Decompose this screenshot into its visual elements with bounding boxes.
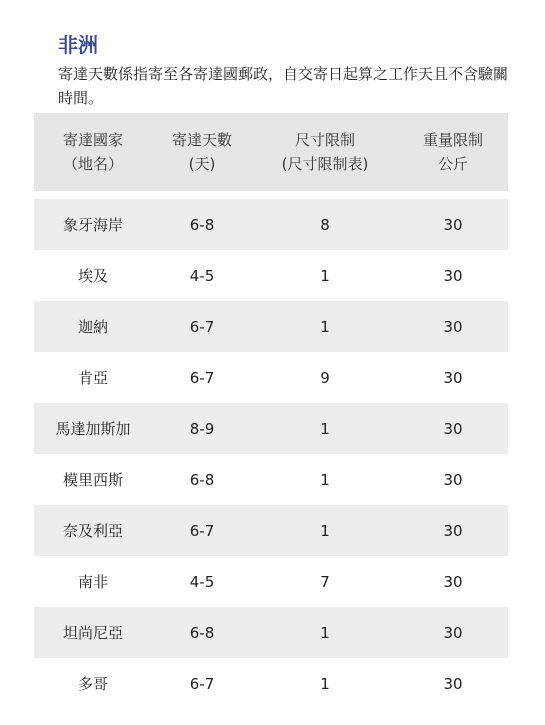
table-row — [34, 658, 508, 709]
header-weight — [398, 128, 508, 176]
header-size-line1: 尺寸限制 — [294, 131, 355, 149]
table-header — [34, 113, 508, 191]
cell-days: 6-7 — [189, 674, 215, 693]
cell-size: 1 — [320, 623, 330, 642]
table-row — [34, 505, 508, 556]
header-weight-line2: 公斤 — [437, 155, 468, 173]
cell-weight: 30 — [443, 266, 463, 285]
cell-country: 埃及 — [77, 267, 108, 285]
table-row — [34, 250, 508, 301]
cell-country: 奈及利亞 — [62, 522, 123, 540]
cell-weight: 30 — [443, 470, 463, 489]
cell-weight: 30 — [443, 572, 463, 591]
cell-weight: 30 — [443, 623, 463, 642]
cell-weight: 30 — [443, 215, 463, 234]
cell-country: 肯亞 — [77, 369, 108, 387]
cell-weight: 30 — [443, 419, 463, 438]
cell-days: 6-8 — [189, 623, 215, 642]
cell-size: 1 — [320, 521, 330, 540]
table-row — [34, 454, 508, 505]
cell-country: 模里西斯 — [62, 471, 123, 489]
cell-size: 1 — [320, 317, 330, 336]
cell-country: 迦納 — [77, 318, 108, 336]
cell-size: 7 — [320, 572, 330, 591]
cell-weight: 30 — [443, 674, 463, 693]
cell-country: 坦尚尼亞 — [62, 624, 123, 642]
cell-days: 8-9 — [189, 419, 215, 438]
cell-size: 1 — [320, 419, 330, 438]
cell-days: 4-5 — [189, 266, 215, 285]
cell-days: 6-7 — [189, 521, 215, 540]
header-days-line2: (天) — [188, 155, 216, 173]
cell-country: 馬達加斯加 — [55, 420, 131, 438]
description-text: 寄達天數係指寄至各寄達國郵政，自交寄日起算之工作天且不含驗關時間。 — [58, 65, 509, 107]
header-size-line2: (尺寸限制表) — [281, 155, 369, 173]
table-row — [34, 199, 508, 250]
header-days — [152, 128, 252, 176]
cell-size: 8 — [320, 215, 330, 234]
cell-country: 南非 — [77, 573, 108, 591]
cell-country: 象牙海岸 — [62, 216, 123, 234]
cell-days: 6-7 — [189, 317, 215, 336]
table-body — [34, 199, 508, 709]
cell-country: 多哥 — [77, 675, 108, 693]
header-weight-line1: 重量限制 — [422, 131, 483, 149]
table-row — [34, 607, 508, 658]
cell-weight: 30 — [443, 368, 463, 387]
cell-days: 6-7 — [189, 368, 215, 387]
table-row — [34, 301, 508, 352]
cell-size: 1 — [320, 266, 330, 285]
cell-weight: 30 — [443, 317, 463, 336]
cell-weight: 30 — [443, 521, 463, 540]
cell-size: 9 — [320, 368, 330, 387]
cell-days: 6-8 — [189, 470, 215, 489]
table-row — [34, 352, 508, 403]
header-country-line2: （地名） — [62, 155, 123, 173]
shipping-table — [34, 113, 508, 709]
header-size — [252, 128, 398, 176]
table-row — [34, 403, 508, 454]
header-country-line1: 寄達國家 — [62, 131, 123, 149]
cell-days: 6-8 — [189, 215, 215, 234]
page-title: 非洲 — [58, 33, 98, 57]
table-row — [34, 556, 508, 607]
header-days-line1: 寄達天數 — [171, 131, 232, 149]
cell-size: 1 — [320, 674, 330, 693]
header-country — [34, 128, 152, 176]
header-spacer — [34, 191, 508, 199]
cell-days: 4-5 — [189, 572, 215, 591]
cell-size: 1 — [320, 470, 330, 489]
